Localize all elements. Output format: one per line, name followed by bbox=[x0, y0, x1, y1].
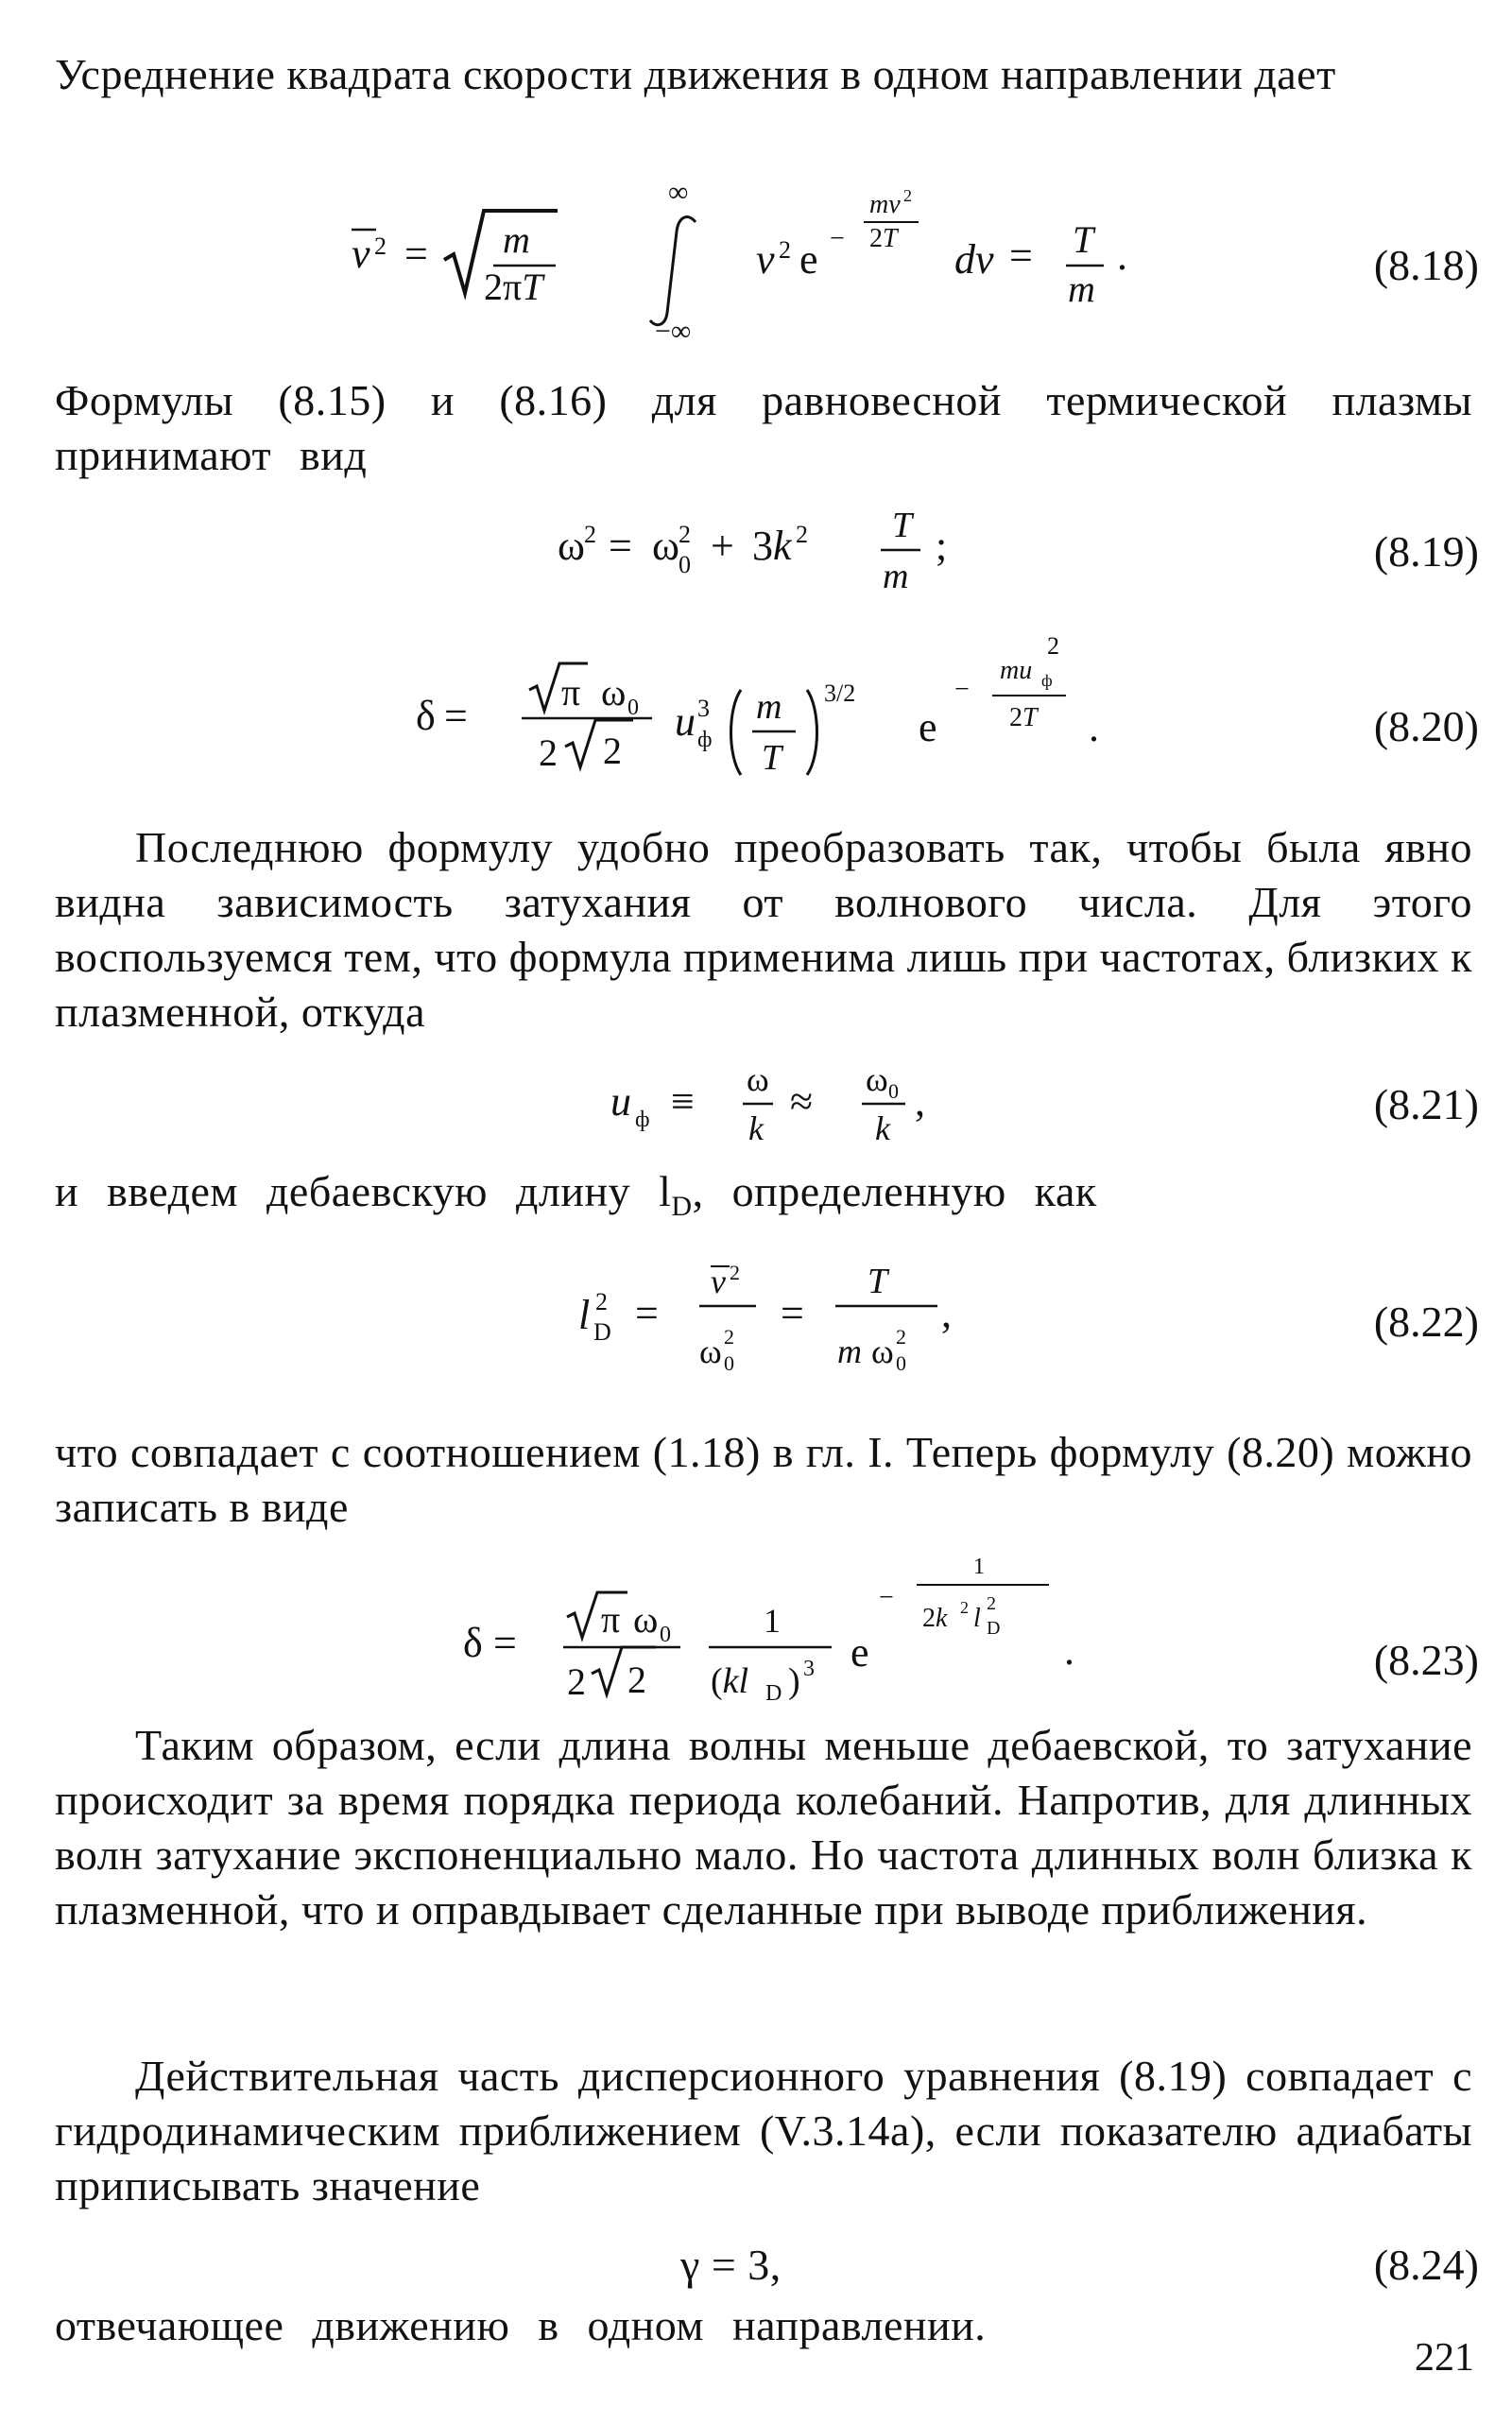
svg-text:D: D bbox=[593, 1318, 611, 1346]
equation-number-8-19: (8.19) bbox=[1373, 527, 1479, 576]
svg-text:2T: 2T bbox=[1009, 703, 1038, 732]
paragraph-5: что совпадает с соотношением (1.18) в гл. I. Теперь формулу (8.20) можно записать в виде bbox=[55, 1428, 1472, 1531]
paragraph-1: Усреднение квадрата скорости движения в одном направлении дает bbox=[55, 50, 1336, 98]
svg-text:≈: ≈ bbox=[790, 1078, 814, 1125]
equation-number-8-22: (8.22) bbox=[1373, 1298, 1479, 1346]
svg-text:T: T bbox=[892, 506, 913, 545]
svg-text:2: 2 bbox=[896, 1325, 906, 1349]
svg-text:π: π bbox=[601, 1598, 621, 1641]
svg-text:2T: 2T bbox=[869, 224, 898, 253]
equation-8-20 bbox=[0, 614, 1512, 794]
svg-text:u: u bbox=[610, 1078, 631, 1125]
svg-text:v: v bbox=[756, 236, 775, 283]
equation-8-21 bbox=[0, 1051, 1512, 1155]
svg-text:ф: ф bbox=[1041, 671, 1053, 690]
svg-text:2: 2 bbox=[779, 236, 791, 264]
svg-text:l: l bbox=[578, 1292, 591, 1338]
svg-text:e: e bbox=[919, 704, 937, 750]
svg-text:m: m bbox=[883, 557, 909, 596]
svg-text:dv: dv bbox=[954, 236, 994, 283]
svg-text:≡: ≡ bbox=[671, 1078, 695, 1125]
svg-text:v: v bbox=[352, 231, 370, 277]
svg-text:=: = bbox=[493, 1620, 517, 1666]
svg-text:0: 0 bbox=[888, 1079, 899, 1103]
svg-text:π: π bbox=[561, 671, 581, 713]
svg-text:=: = bbox=[609, 523, 632, 569]
paragraph-8: отвечающее движению в одном направлении. bbox=[55, 2301, 987, 2349]
equation-number-8-18: (8.18) bbox=[1373, 241, 1479, 289]
svg-text:2: 2 bbox=[960, 1598, 969, 1617]
svg-text:ω: ω bbox=[652, 523, 679, 569]
svg-text:ω: ω bbox=[866, 1060, 888, 1098]
svg-text:l: l bbox=[973, 1604, 981, 1633]
svg-text:0: 0 bbox=[724, 1351, 734, 1375]
svg-text:0: 0 bbox=[627, 696, 639, 720]
svg-text:0: 0 bbox=[679, 551, 691, 578]
equation-number-8-24: (8.24) bbox=[1373, 2241, 1479, 2289]
svg-text:ф: ф bbox=[635, 1108, 650, 1132]
svg-text:2: 2 bbox=[374, 232, 387, 260]
svg-text:=: = bbox=[635, 1290, 659, 1336]
svg-text:;: ; bbox=[936, 523, 948, 569]
svg-text:k: k bbox=[748, 1109, 764, 1147]
svg-text:ω: ω bbox=[633, 1598, 659, 1641]
svg-text:2: 2 bbox=[987, 1593, 996, 1614]
svg-text:m: m bbox=[756, 687, 782, 727]
paragraph-4: и введем дебаевскую длину $l_D$, определенную как bbox=[55, 1167, 1097, 1223]
svg-text:2: 2 bbox=[1047, 632, 1059, 660]
svg-text:ω: ω bbox=[747, 1060, 769, 1098]
svg-text:D: D bbox=[765, 1681, 782, 1706]
svg-text:1: 1 bbox=[973, 1555, 985, 1579]
svg-text:−: − bbox=[954, 675, 970, 704]
svg-text:2: 2 bbox=[730, 1261, 740, 1284]
equation-8-22 bbox=[0, 1246, 1512, 1387]
svg-text:3k: 3k bbox=[752, 523, 792, 569]
svg-text:.: . bbox=[1089, 704, 1099, 750]
equation-8-18 bbox=[0, 175, 1512, 354]
svg-text:2: 2 bbox=[724, 1325, 734, 1349]
svg-text:δ: δ bbox=[416, 693, 436, 739]
svg-text:2: 2 bbox=[567, 1660, 586, 1703]
svg-text:mv: mv bbox=[869, 190, 901, 219]
svg-text:2: 2 bbox=[903, 186, 912, 205]
svg-text:2: 2 bbox=[539, 731, 558, 774]
svg-text:−: − bbox=[879, 1583, 894, 1612]
svg-text:e: e bbox=[850, 1629, 869, 1676]
svg-text:2k: 2k bbox=[922, 1604, 948, 1633]
svg-text:ω: ω bbox=[601, 671, 627, 713]
svg-text:u: u bbox=[675, 698, 696, 745]
svg-text:): ) bbox=[788, 1661, 800, 1701]
svg-text:0: 0 bbox=[660, 1623, 671, 1647]
svg-text:=: = bbox=[1009, 232, 1033, 279]
svg-text:m: m bbox=[503, 218, 530, 261]
svg-text:3: 3 bbox=[697, 695, 710, 722]
svg-text:,: , bbox=[941, 1290, 952, 1336]
svg-text:T: T bbox=[868, 1262, 888, 1301]
svg-text:m: m bbox=[837, 1332, 862, 1370]
svg-text:+: + bbox=[711, 523, 734, 569]
svg-text:=: = bbox=[444, 693, 468, 739]
svg-text:2: 2 bbox=[584, 521, 596, 548]
svg-text:v: v bbox=[711, 1263, 726, 1300]
svg-text:3: 3 bbox=[803, 1657, 815, 1681]
svg-text:=: = bbox=[781, 1290, 804, 1336]
svg-text:mu: mu bbox=[1000, 656, 1033, 685]
paragraph-7: Действительная часть дисперсионного уравнения (8.19) совпадает с гидродинамическим приближением (V.3.14a), если показателю адиабаты приписывать значение bbox=[55, 2052, 1472, 2209]
svg-text:=: = bbox=[404, 231, 428, 277]
svg-text:k: k bbox=[875, 1109, 890, 1147]
svg-text:2: 2 bbox=[595, 1288, 608, 1315]
page-number: 221 bbox=[1415, 2336, 1474, 2380]
equation-8-19 bbox=[0, 501, 1512, 605]
svg-text:.: . bbox=[1064, 1627, 1074, 1674]
svg-text:T: T bbox=[762, 738, 782, 778]
svg-text:ω: ω bbox=[699, 1332, 722, 1370]
svg-text:1: 1 bbox=[764, 1602, 781, 1640]
paragraph-6: Таким образом, если длина волны меньше дебаевской, то затухание происходит за время порядка периода колебаний. Напротив, для длинных волн затухание экспоненциально мало. Но частота длинных волн близка к плазменной, что и оправдывает сделанные при выводе приближения. bbox=[55, 1721, 1472, 1934]
equation-number-8-20: (8.20) bbox=[1373, 702, 1479, 750]
svg-text:e: e bbox=[799, 236, 818, 283]
equation-number-8-23: (8.23) bbox=[1373, 1636, 1479, 1684]
svg-text:(kl: (kl bbox=[711, 1661, 749, 1701]
svg-text:T: T bbox=[1073, 218, 1094, 261]
svg-text:−: − bbox=[830, 224, 845, 253]
svg-text:2: 2 bbox=[627, 1659, 646, 1701]
svg-text:,: , bbox=[915, 1078, 925, 1125]
svg-text:2: 2 bbox=[679, 521, 691, 548]
svg-text:2πT: 2πT bbox=[484, 266, 543, 308]
paragraph-2: Формулы (8.15) и (8.16) для равновесной термической плазмы принимают вид bbox=[55, 376, 1472, 479]
svg-text:δ: δ bbox=[463, 1620, 483, 1666]
svg-text:ω: ω bbox=[871, 1332, 894, 1370]
equation-8-23 bbox=[0, 1536, 1512, 1715]
svg-text:0: 0 bbox=[896, 1351, 906, 1375]
svg-text:D: D bbox=[987, 1618, 1001, 1639]
svg-text:2: 2 bbox=[796, 521, 808, 548]
svg-text:−∞: −∞ bbox=[655, 316, 692, 347]
svg-text:ф: ф bbox=[697, 728, 713, 752]
svg-text:2: 2 bbox=[603, 730, 622, 772]
equation-number-8-21: (8.21) bbox=[1373, 1080, 1479, 1128]
svg-text:3/2: 3/2 bbox=[824, 679, 856, 707]
svg-text:.: . bbox=[1117, 232, 1127, 279]
svg-text:ω: ω bbox=[558, 523, 585, 569]
svg-text:m: m bbox=[1068, 267, 1095, 310]
paragraph-3: Последнюю формулу удобно преобразовать так, чтобы была явно видна зависимость затухания от волнового числа. Для этого воспользуемся тем, что формула применима лишь при частотах, близких к плазменной, откуда bbox=[55, 823, 1472, 1036]
equation-8-24: γ = 3, bbox=[680, 2241, 782, 2289]
svg-text:∞: ∞ bbox=[668, 177, 689, 208]
